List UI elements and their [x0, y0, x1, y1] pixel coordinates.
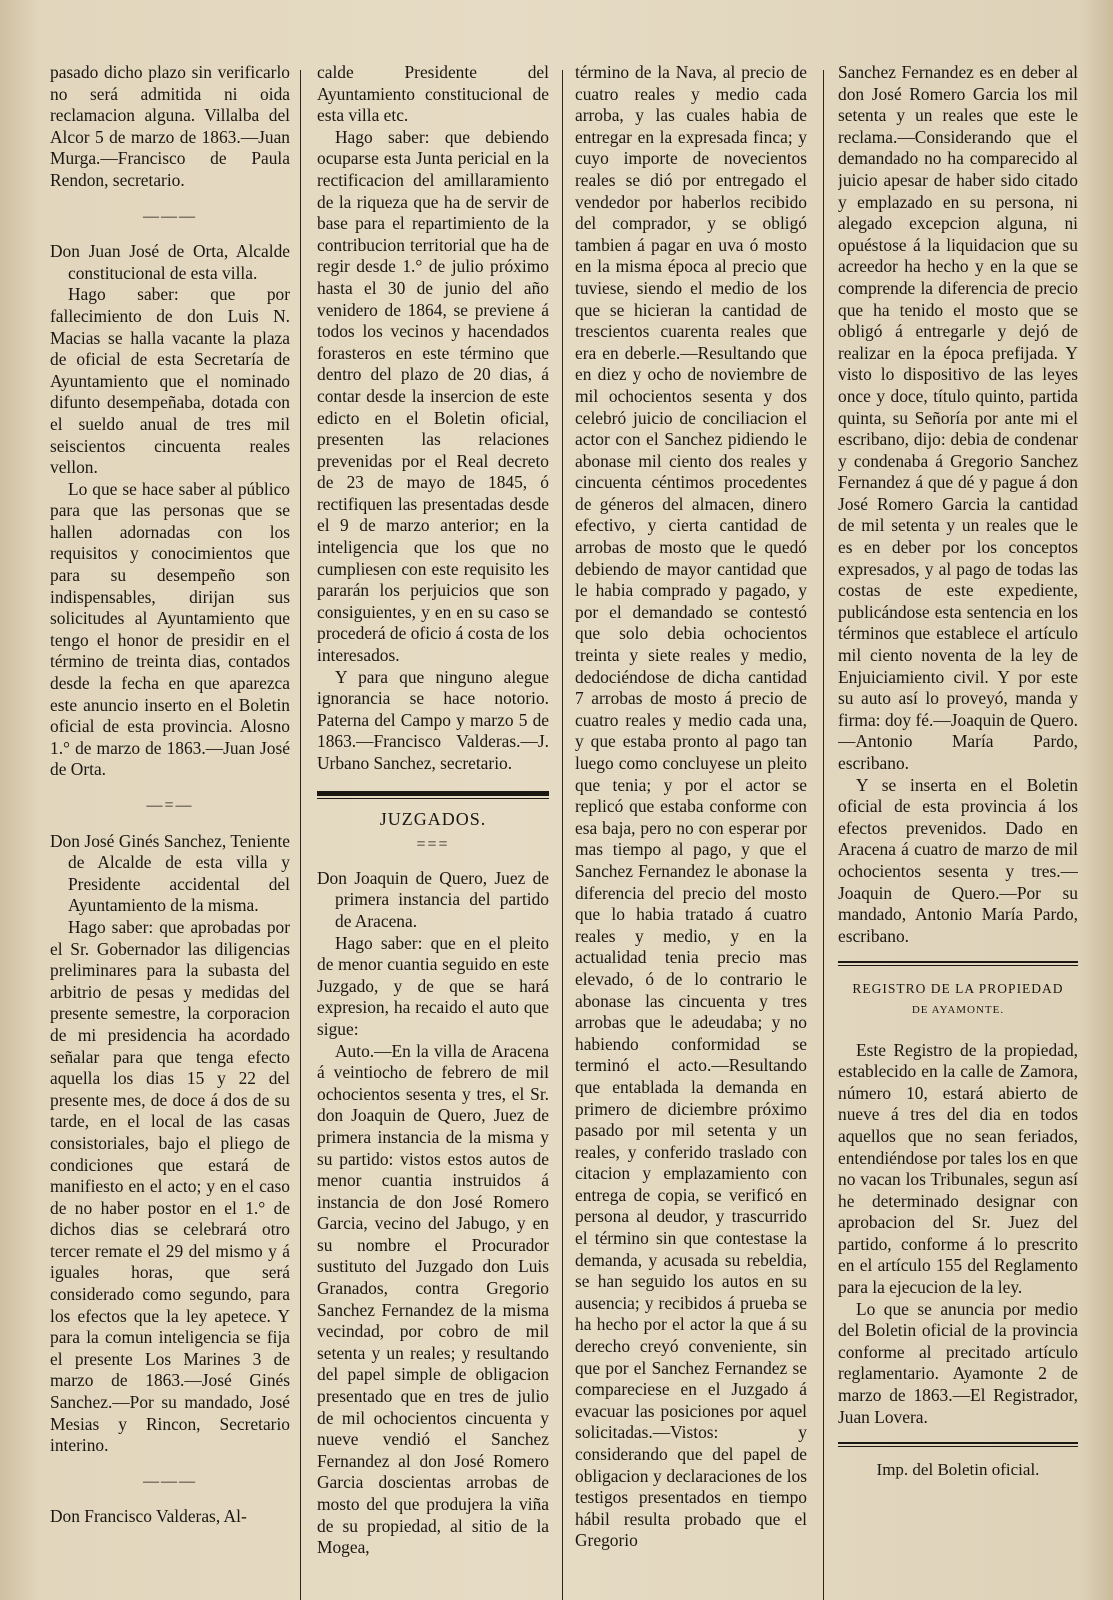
separator: ———	[143, 1472, 197, 1490]
notice-paragraph: Lo que se hace saber al público para que las personas que se hallen adornadas con los requisitos y conocimientos que para su desempeño son indispensables, dirijan sus solicitudes al Ayuntamiento que tengo el honor de presidir en el término de treinta dias, contados desde la fecha en que aparezca este anuncio inserto en el Boletin oficial de esta provincia. Alosno 1.° de marzo de 1863.—Juan José de Orta.	[50, 478, 290, 780]
notice-paragraph: Hago saber: que por fallecimiento de don Luis N. Macias se halla vacante la plaza de oficial de esta Secretaría de Ayuntamiento que el nominado difunto desempeñaba, dotada con el sueldo anual de tres mil seiscientos cincuenta reales vellon.	[50, 284, 290, 478]
column-rule	[300, 70, 301, 1600]
registry-title: REGISTRO DE LA PROPIEDAD	[852, 981, 1064, 997]
separator: ===	[416, 836, 450, 854]
notice-paragraph: Lo que se anuncia por medio del Boletin oficial de la provincia conforme al precitado artículo reglamentario. Ayamonte 2 de marzo de 1863.—El Registrador, Juan Lovera.	[838, 1298, 1078, 1427]
notice-paragraph: Hago saber: que en el pleito de menor cuantia seguido en este Juzgado, y de que se hará expresion, ha recaido el auto que sigue:	[317, 932, 549, 1039]
notice-heading: Don Francisco Valderas, Al-	[50, 1506, 247, 1527]
imprint-line: Imp. del Boletin oficial.	[876, 1460, 1040, 1480]
notice-paragraph: Hago saber: que debiendo ocuparse esta Junta pericial en la rectificacion del amillaramiento de la riqueza que ha de servir de base para el repartimiento de la contribucion territorial que ha de regir desde 1.° de julio próximo hasta el 30 de junio del año venidero de 1864, se previene á todos los vecinos y hacendados forasteros en este término que dentro del plazo de 20 dias, á contar desde la insercion de este edicto en el Boletin oficial, presenten las relaciones prevenidas por el Real decreto de 23 de mayo de 1845, ó rectifiquen las presentadas desde el 9 de marzo anterior; en la inteligencia que los que no cumpliesen con este requisito les pararán los perjuicios que son consiguientes, y en en su caso se procederá de oficio á costa de los interesados.	[317, 126, 549, 666]
section-heading: JUZGADOS.	[379, 808, 487, 829]
column-rule	[562, 70, 563, 1600]
section-rule	[317, 791, 549, 799]
notice-heading-cont: calde Presidente del Ayuntamiento constitucional de esta villa etc.	[317, 62, 549, 126]
notice-tail: pasado dicho plazo sin verificarlo no será admitida ni oida reclamacion alguna. Villalba del Alcor 5 de marzo de 1863.—Juan Murga.—Francisco de Paula Rendon, secretario.	[50, 62, 290, 190]
notice-heading: Don José Ginés Sanchez, Teniente de Alcalde de esta villa y Presidente accidental del Ayuntamiento de la misma.	[50, 830, 290, 916]
separator: ———	[143, 207, 197, 225]
notice-paragraph: Auto.—En la villa de Aracena á veintiocho de febrero de mil ochocientos sesenta y tres, el Sr. don Joaquin de Quero, Juez de primera instancia de la misma y su partido: vistos estos autos de menor cuantia instruidos á instancia de don José Romero Garcia, vecino del Jabugo, y en su nombre el Procurador sustituto del Juzgado don Luis Granados, contra Gregorio Sanchez Fernandez de la misma vecindad, por cobro de mil setenta y un reales; y resultando del papel simple de obligacion presentado que en tres de julio de mil ochocientos cincuenta y nueve vendió el Sanchez Fernandez al don José Romero Garcia doscientas arrobas de mosto del que produjera la viña de su propiedad, al sitio de la Mogea,	[317, 1040, 549, 1558]
notice-paragraph: Y se inserta en el Boletin oficial de esta provincia á los efectos prevenidos. Dado en Aracena á cuatro de marzo de mil ochocientos sesenta y tres.—Joaquin de Quero.—Por su mandado, Antonio María Pardo, escribano.	[838, 774, 1078, 946]
notice-heading: Don Juan José de Orta, Alcalde constitucional de esta villa.	[50, 241, 290, 283]
notice-paragraph: Hago saber: que aprobadas por el Sr. Gobernador las diligencias preliminares para la subasta del arbitrio de pesas y medidas del presente semestre, la corporacion de mi presidencia ha acordado señalar para que tenga efecto aquella los dias 15 y 22 del presente mes, de doce á dos de su tarde, en el local de las casas consistoriales, bajo el pliego de condiciones que estará de manifiesto en el acto; y en el caso de no haber postor en el 1.° de dichos dias se celebrará otro tercer remate el 29 del mismo y á iguales horas, que será considerado como segundo, para los efectos que la ley apetece. Y para la comun inteligencia se fija el presente Los Marines 3 de marzo de 1863.—José Ginés Sanchez.—Por su mandado, José Mesias y Rincon, Secretario interino.	[50, 916, 290, 1456]
column-3	[575, 62, 807, 1600]
notice-heading: Don Joaquin de Quero, Juez de primera instancia del partido de Aracena.	[317, 867, 549, 931]
separator: —=—	[146, 797, 194, 814]
section-rule	[838, 961, 1078, 966]
column-rule	[823, 70, 824, 1600]
column-1	[50, 62, 290, 1600]
notice-paragraph: Este Registro de la propiedad, establecido en la calle de Zamora, número 10, estará abierto de nueve á tres del dia en todos aquellos que no sean feriados, entendiéndose por tales los en que no vacan los Tribunales, segun así he determinado designar con aprobacion del Sr. Juez del partido, conforme á lo prescrito en el artículo 155 del Reglamento para la ejecucion de la ley.	[838, 1039, 1078, 1298]
registry-subtitle: DE AYAMONTE.	[911, 1003, 1005, 1016]
notice-paragraph-cont: término de la Nava, al precio de cuatro reales y medio cada arroba, y las cuales habia de entregar en la expresada finca; y cuyo importe de novecientos reales se dió por entregado el vendedor por haberlos recibido del comprador, y se obligó tambien á pagar en uva ó mosto en la misma época al precio que tuviese, siendo el medio de los que se hicieran la cantidad de trescientos cuarenta reales que era en deberle.—Resultando que en diez y ocho de noviembre de mil ochocientos sesenta y dos celebró juicio de conciliacion el actor con el Sanchez pidiendo le abonase mil ciento dos reales y cincuenta céntimos procedentes de géneros del almacen, dinero efectivo, y cierta cantidad de arrobas de mosto que le quedó debiendo de mayor cantidad que le habia comprado y pagado, y por el demandado se contestó que solo debia ochocientos treinta y siete reales y medio, dedociéndose de dicha cantidad 7 arrobas de mosto á precio de cuatro reales y medio cada una, y que estaba pronto al pago tan luego como concluyese un pleito que tenia; y por el actor se replicó que estaba conforme con esa baja, pero no con esperar por mas tiempo al pago, y que el Sanchez Fernandez le abonase la diferencia del precio del mosto que lo habia tratado á cuatro reales y medio, y en la actualidad tenia precio mas elevado, ó de lo contrario le abonase las cincuenta y tres arrobas que le adeudaba; y no habiendo conformidad se terminó el acto.—Resultando que entablada la demanda en primero de diciembre próximo pasado por mil setenta y un reales, y conferido traslado con citacion y emplazamiento con entrega de copia, se verificó en persona al deudor, y trascurrido el término sin que contestase la demanda, y acusada su rebeldia, se han seguido los autos en su ausencia; y recibidos á prueba se ha hecho por el actor la que á su derecho creyó conveniente, sin que por el Sanchez Fernandez se compareciese en el Juzgado á evacuar las posiciones por aquel solicitadas.—Vistos: y considerando que del papel de obligacion y declaraciones de los testigos presentados en tiempo hábil resulta probado que el Gregorio	[575, 62, 807, 1551]
notice-paragraph-cont: Sanchez Fernandez es en deber al don José Romero Garcia los mil setenta y un reales que este le reclama.—Considerando que el demandado no ha comparecido al juicio apesar de haber sido citado y emplazado en su persona, ni alegado excepcion alguna, ni opuéstose á la liquidacion que su acreedor ha hecho y en la que se comprende la diferencia de precio que ha tenido el mosto que se obligó á entregarle y dejó de realizar en la época prefijada. Y visto lo dispositivo de las leyes once y doce, título quinto, partida quinta, su Señoría por ante mi el escribano, dijo: debia de condenar y condenaba á Gregorio Sanchez Fernandez á que dé y pague á don José Romero Garcia la cantidad de mil setenta y un reales que le es en deber por los conceptos expresados, y al pago de todas las costas de este expediente, publicándose esta sentencia en los términos que establece el artículo mil ciento noventa de la ley de Enjuiciamiento civil. Y por este su auto así lo proveyó, manda y firma: doy fé.—Joaquin de Quero.—Antonio María Pardo, escribano.	[838, 62, 1078, 773]
column-4	[838, 62, 1078, 1600]
section-rule	[838, 1442, 1078, 1447]
notice-paragraph: Y para que ninguno alegue ignorancia se hace notorio. Paterna del Campo y marzo 5 de 1863.—Francisco Valderas.—J. Urbano Sanchez, secretario.	[317, 666, 549, 773]
column-2	[317, 62, 549, 1600]
